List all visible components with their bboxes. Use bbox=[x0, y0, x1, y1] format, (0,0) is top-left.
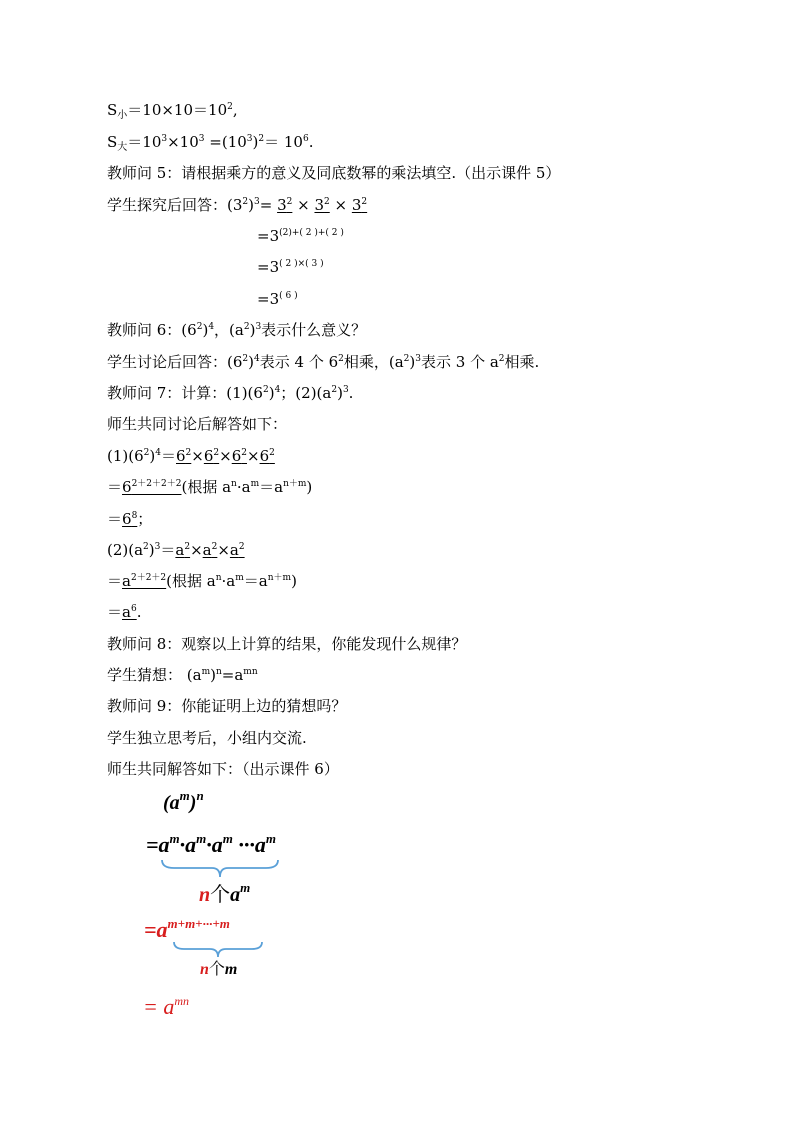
student-answer-6: 学生讨论后回答：$(6^2)^4$表示 4 个 $6^2$相乘，$(a^2)^3$表示 3 个 $a^2$相乘. bbox=[107, 353, 540, 371]
student-conjecture: 学生猜想： $(a^m)^n=a^{mn}$ bbox=[107, 666, 258, 684]
teacher-question-5: 教师问 5：请根据乘方的意义及同底数幂的乘法填空.（出示课件 5） bbox=[107, 164, 561, 182]
solution-2-result: $=a^6$. bbox=[107, 603, 142, 621]
teacher-question-9: 教师问 9：你能证明上边的猜想吗？ bbox=[107, 697, 347, 715]
teacher-question-8: 教师问 8：观察以上计算的结果，你能发现什么规律？ bbox=[107, 635, 467, 653]
factor-count-label: n个$a^m$ bbox=[199, 880, 251, 906]
joint-solution-heading: 师生共同讨论后解答如下： bbox=[107, 415, 288, 433]
teacher-question-7: 教师问 7：计算：$(1)(6^2)^4$；$(2)(a^2)^3$. bbox=[107, 384, 354, 402]
joint-proof-heading: 师生共同解答如下：（出示课件 6） bbox=[107, 760, 339, 778]
teacher-question-6: 教师问 6：$(6^2)^4$，$(a^2)^3$表示什么意义？ bbox=[107, 321, 367, 339]
proof-result: = $a^{mn}$ bbox=[143, 994, 190, 1019]
line-s-big: $S_大=10^3\times 10^3 =(10^3)^2= 10^6$. bbox=[107, 133, 314, 153]
solution-2-step-2: $=a^{2+2+2}$(根据 $a^n\cdot a^m=a^{n+m}$) bbox=[107, 572, 297, 590]
proof-exponent-sum: $=a^{m+m+\cdot\cdot\cdot+m}$ bbox=[144, 916, 230, 942]
step-product-exponents: $=3^{( 2 )\times( 3 )}$ bbox=[257, 258, 324, 276]
student-discussion: 学生独立思考后，小组内交流. bbox=[107, 729, 307, 747]
proof-expression: $(a^m)^n$ bbox=[163, 788, 204, 814]
solution-1-step-2: $=6^{2+2+2+2}$(根据 $a^n\cdot a^m=a^{n+m}$) bbox=[107, 478, 313, 496]
student-answer-5: 学生探究后回答：$(3^2)^3= 3^2 \times 3^2 \times 3^2$ bbox=[107, 196, 368, 214]
solution-2-step-1: $(2)(a^2)^3=a^2\times a^2\times a^2$ bbox=[107, 541, 245, 559]
solution-1-result: $=6^8$； bbox=[107, 510, 153, 528]
brace-factors-icon bbox=[160, 858, 280, 880]
exponent-count-label: n个m bbox=[200, 961, 238, 978]
step-result-exponent: $=3^{( 6 )}$ bbox=[257, 290, 298, 308]
line-s-small: $S_小=10\times 10=10^2$, bbox=[107, 101, 238, 121]
step-sum-exponents: $=3^{(2)+( 2 )+( 2 )}$ bbox=[257, 227, 344, 245]
solution-1-step-1: $(1)(6^2)^4=6^2\times 6^2\times 6^2\times 6^2$ bbox=[107, 447, 275, 465]
proof-expanded-product: $=a^m\cdot a^m\cdot a^m \cdot\cdot\cdot a^m$ bbox=[146, 831, 277, 857]
